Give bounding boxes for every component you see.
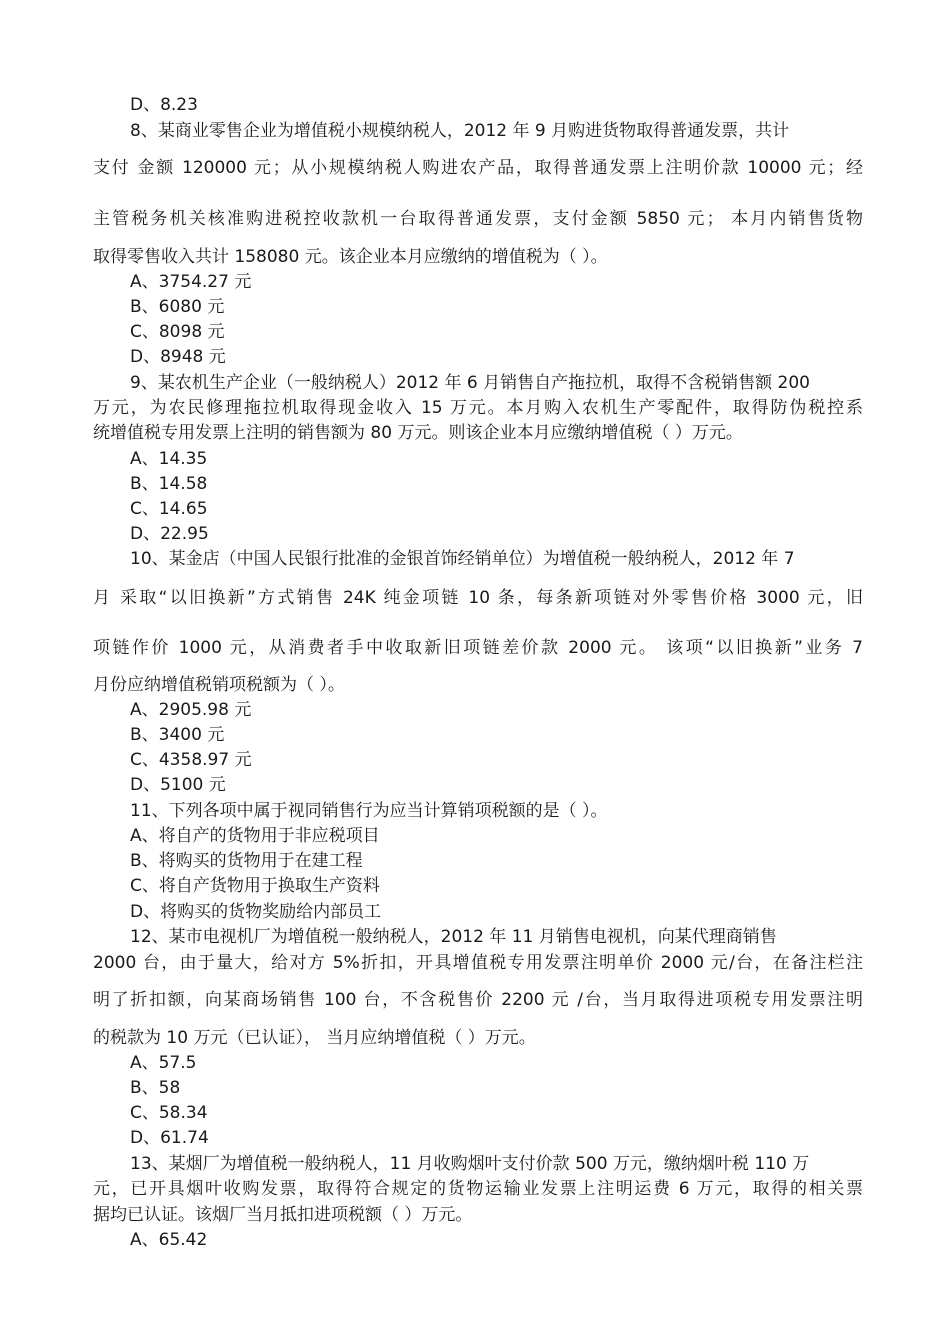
question-10-line-4: 月份应纳增值税销项税额为（ ）。 [93,675,345,695]
question-9-line-3: 统增值税专用发票上注明的销售额为 80 万元。则该企业本月应缴纳增值税（ ）万元。 [93,423,743,443]
option-line: C、将自产货物用于换取生产资料 [130,876,380,896]
question-9-line-2: 万元，为农民修理拖拉机取得现金收入 15 万元。本月购入农机生产零配件，取得防伪税控系 [93,398,863,418]
question-13-line-2: 元，已开具烟叶收购发票，取得符合规定的货物运输业发票上注明运费 6 万元，取得的相关票 [93,1179,863,1199]
question-12-line-1: 12、某市电视机厂为增值税一般纳税人，2012 年 11 月销售电视机，向某代理商销售 [130,927,777,947]
option-line: A、14.35 [130,449,208,469]
option-line: D、22.95 [130,524,209,544]
question-8-line-4: 取得零售收入共计 158080 元。该企业本月应缴纳的增值税为（ ）。 [93,247,608,267]
question-8-line-3: 主管税务机关核准购进税控收款机一台取得普通发票，支付金额 5850 元； 本月内销售货物 [93,209,863,229]
option-line: B、3400 元 [130,725,225,745]
option-line: C、8098 元 [130,322,225,342]
question-12-line-2: 2000 台，由于量大，给对方 5%折扣，开具增值税专用发票注明单价 2000 元/台，在备注栏注 [93,953,863,973]
option-line: A、57.5 [130,1053,197,1073]
option-line: B、6080 元 [130,297,225,317]
question-13-line-3: 据均已认证。该烟厂当月抵扣进项税额（ ）万元。 [93,1205,473,1225]
question-13-line-1: 13、某烟厂为增值税一般纳税人，11 月收购烟叶支付价款 500 万元，缴纳烟叶税 110 万 [130,1154,810,1174]
question-8-line-1: 8、某商业零售企业为增值税小规模纳税人，2012 年 9 月购进货物取得普通发票，共计 [130,121,790,141]
option-line: C、4358.97 元 [130,750,252,770]
option-line: B、14.58 [130,474,208,494]
question-10-line-1: 10、某金店（中国人民银行批准的金银首饰经销单位）为增值税一般纳税人，2012 年 7 [130,549,795,569]
option-line: D、将购买的货物奖励给内部员工 [130,902,382,922]
option-line: D、5100 元 [130,775,226,795]
option-line: C、14.65 [130,499,208,519]
option-line: C、58.34 [130,1103,208,1123]
question-12-line-4: 的税款为 10 万元（已认证）， 当月应纳增值税（ ）万元。 [93,1028,536,1048]
option-line: A、将自产的货物用于非应税项目 [130,826,380,846]
question-8-line-2: 支付 金额 120000 元；从小规模纳税人购进农产品，取得普通发票上注明价款 10000 元；经 [93,158,863,178]
option-line: B、将购买的货物用于在建工程 [130,851,363,871]
question-10-line-2: 月 采取“以旧换新”方式销售 24K 纯金项链 10 条，每条新项链对外零售价格 3000 元，旧 [93,588,863,608]
option-line: D、61.74 [130,1128,209,1148]
question-9-line-1: 9、某农机生产企业（一般纳税人）2012 年 6 月销售自产拖拉机，取得不含税销售额 200 [130,373,810,393]
question-11-line-1: 11、下列各项中属于视同销售行为应当计算销项税额的是（ ）。 [130,801,608,821]
question-10-line-3: 项链作价 1000 元，从消费者手中收取新旧项链差价款 2000 元。 该项“以旧换新”业务 7 [93,638,863,658]
option-line: D、8.23 [130,95,198,115]
question-12-line-3: 明了折扣额，向某商场销售 100 台，不含税售价 2200 元 /台，当月取得进项税专用发票注明 [93,990,863,1010]
option-line: B、58 [130,1078,181,1098]
option-line: A、65.42 [130,1230,208,1250]
option-line: D、8948 元 [130,347,226,367]
option-line: A、2905.98 元 [130,700,252,720]
option-line: A、3754.27 元 [130,272,252,292]
